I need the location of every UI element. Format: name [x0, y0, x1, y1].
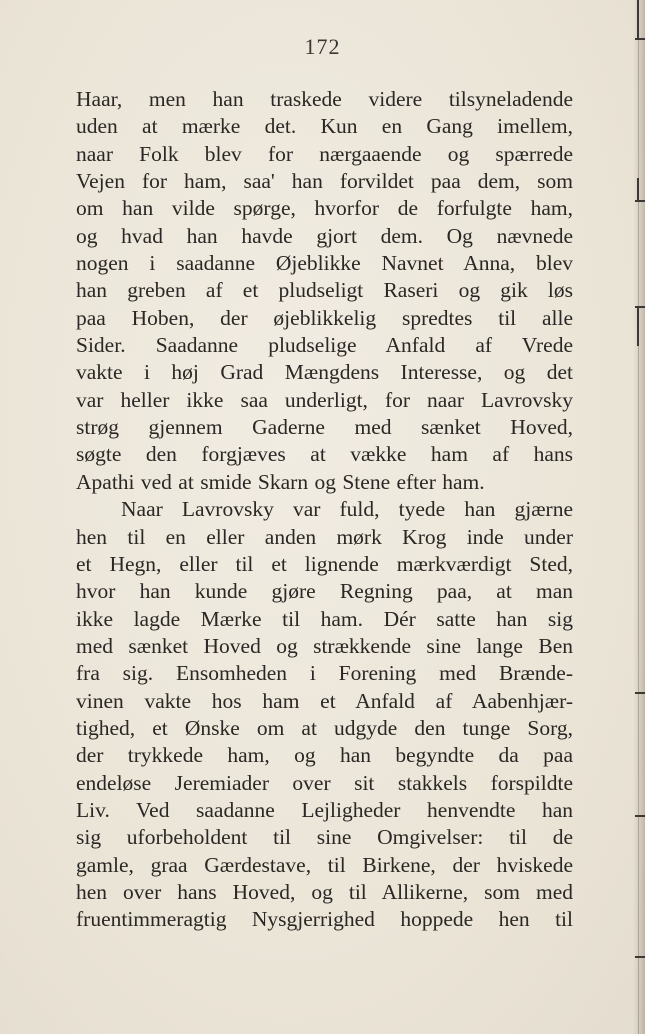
text-line: Haar, men han traskede videre tilsyneladende — [76, 87, 573, 111]
text-line: med sænket Hoved og strækkende sine lange Ben — [76, 633, 573, 658]
text-line: strøg gjennem Gaderne med sænket Hoved, — [76, 415, 573, 440]
page-edge-line — [638, 0, 639, 1034]
page-number: 172 — [304, 34, 341, 59]
text-line: ikke lagde Mærke til ham. Dér satte han sig — [76, 606, 573, 631]
text-line: et Hegn, eller til et lignende mærkværdigt Sted, — [76, 551, 573, 576]
edge-mark — [637, 0, 639, 38]
edge-mark — [635, 200, 645, 202]
text-line: vinen vakte hos ham et Anfald af Aabenhjær- — [76, 688, 573, 713]
body-text — [76, 86, 573, 934]
text-line: paa Hoben, der øjeblikkelig spredtes til alle — [76, 305, 573, 330]
edge-mark — [635, 38, 645, 40]
text-line: gamle, graa Gærdestave, til Birkene, der hviskede — [76, 852, 573, 877]
text-line: vakte i høj Grad Mængdens Interesse, og det — [76, 360, 573, 385]
edge-mark — [635, 815, 645, 817]
edge-mark — [637, 306, 639, 346]
text-line: var heller ikke saa underligt, for naar Lavrovsky — [76, 387, 573, 412]
text-line: han greben af et pludseligt Raseri og gik løs — [76, 278, 573, 303]
text-line: Naar Lavrovsky var fuld, tyede han gjærne — [121, 497, 573, 522]
text-line: der trykkede ham, og han begyndte da paa — [76, 743, 573, 768]
text-line: fruentimmeragtig Nysgjerrighed hoppede hen til — [76, 907, 573, 932]
text-line: sig uforbeholdent til sine Omgivelser: til de — [76, 825, 573, 850]
text-line: hen over hans Hoved, og til Allikerne, som med — [76, 879, 573, 904]
text-line: fra sig. Ensomheden i Forening med Brænde- — [76, 661, 573, 686]
text-line: og hvad han havde gjort dem. Og nævnede — [76, 223, 573, 248]
text-line: søgte den forgjæves at vække ham af hans — [76, 442, 573, 467]
text-line: Vejen for ham, saa' han forvildet paa dem, som — [76, 169, 573, 194]
text-line: tighed, et Ønske om at udgyde den tunge Sorg, — [76, 715, 573, 740]
text-line: uden at mærke det. Kun en Gang imellem, — [76, 114, 573, 139]
page-edge-shadow — [633, 0, 645, 1034]
text-line: Liv. Ved saadanne Lejligheder henvendte han — [76, 797, 573, 822]
text-line: endeløse Jeremiader over sit stakkels forspildte — [76, 770, 573, 795]
text-line: nogen i saadanne Øjeblikke Navnet Anna, blev — [76, 251, 573, 276]
edge-mark — [635, 692, 645, 694]
text-line: om han vilde spørge, hvorfor de forfulgte ham, — [76, 196, 573, 221]
text-line: Sider. Saadanne pludselige Anfald af Vrede — [76, 333, 573, 358]
edge-mark — [635, 956, 645, 958]
text-line: naar Folk blev for nærgaaende og spærrede — [76, 141, 573, 166]
text-line: Apathi ved at smide Skarn og Stene efter ham. — [76, 469, 485, 494]
edge-mark — [637, 178, 639, 200]
text-line: hen til en eller anden mørk Krog inde under — [76, 524, 573, 549]
text-line: hvor han kunde gjøre Regning paa, at man — [76, 579, 573, 604]
